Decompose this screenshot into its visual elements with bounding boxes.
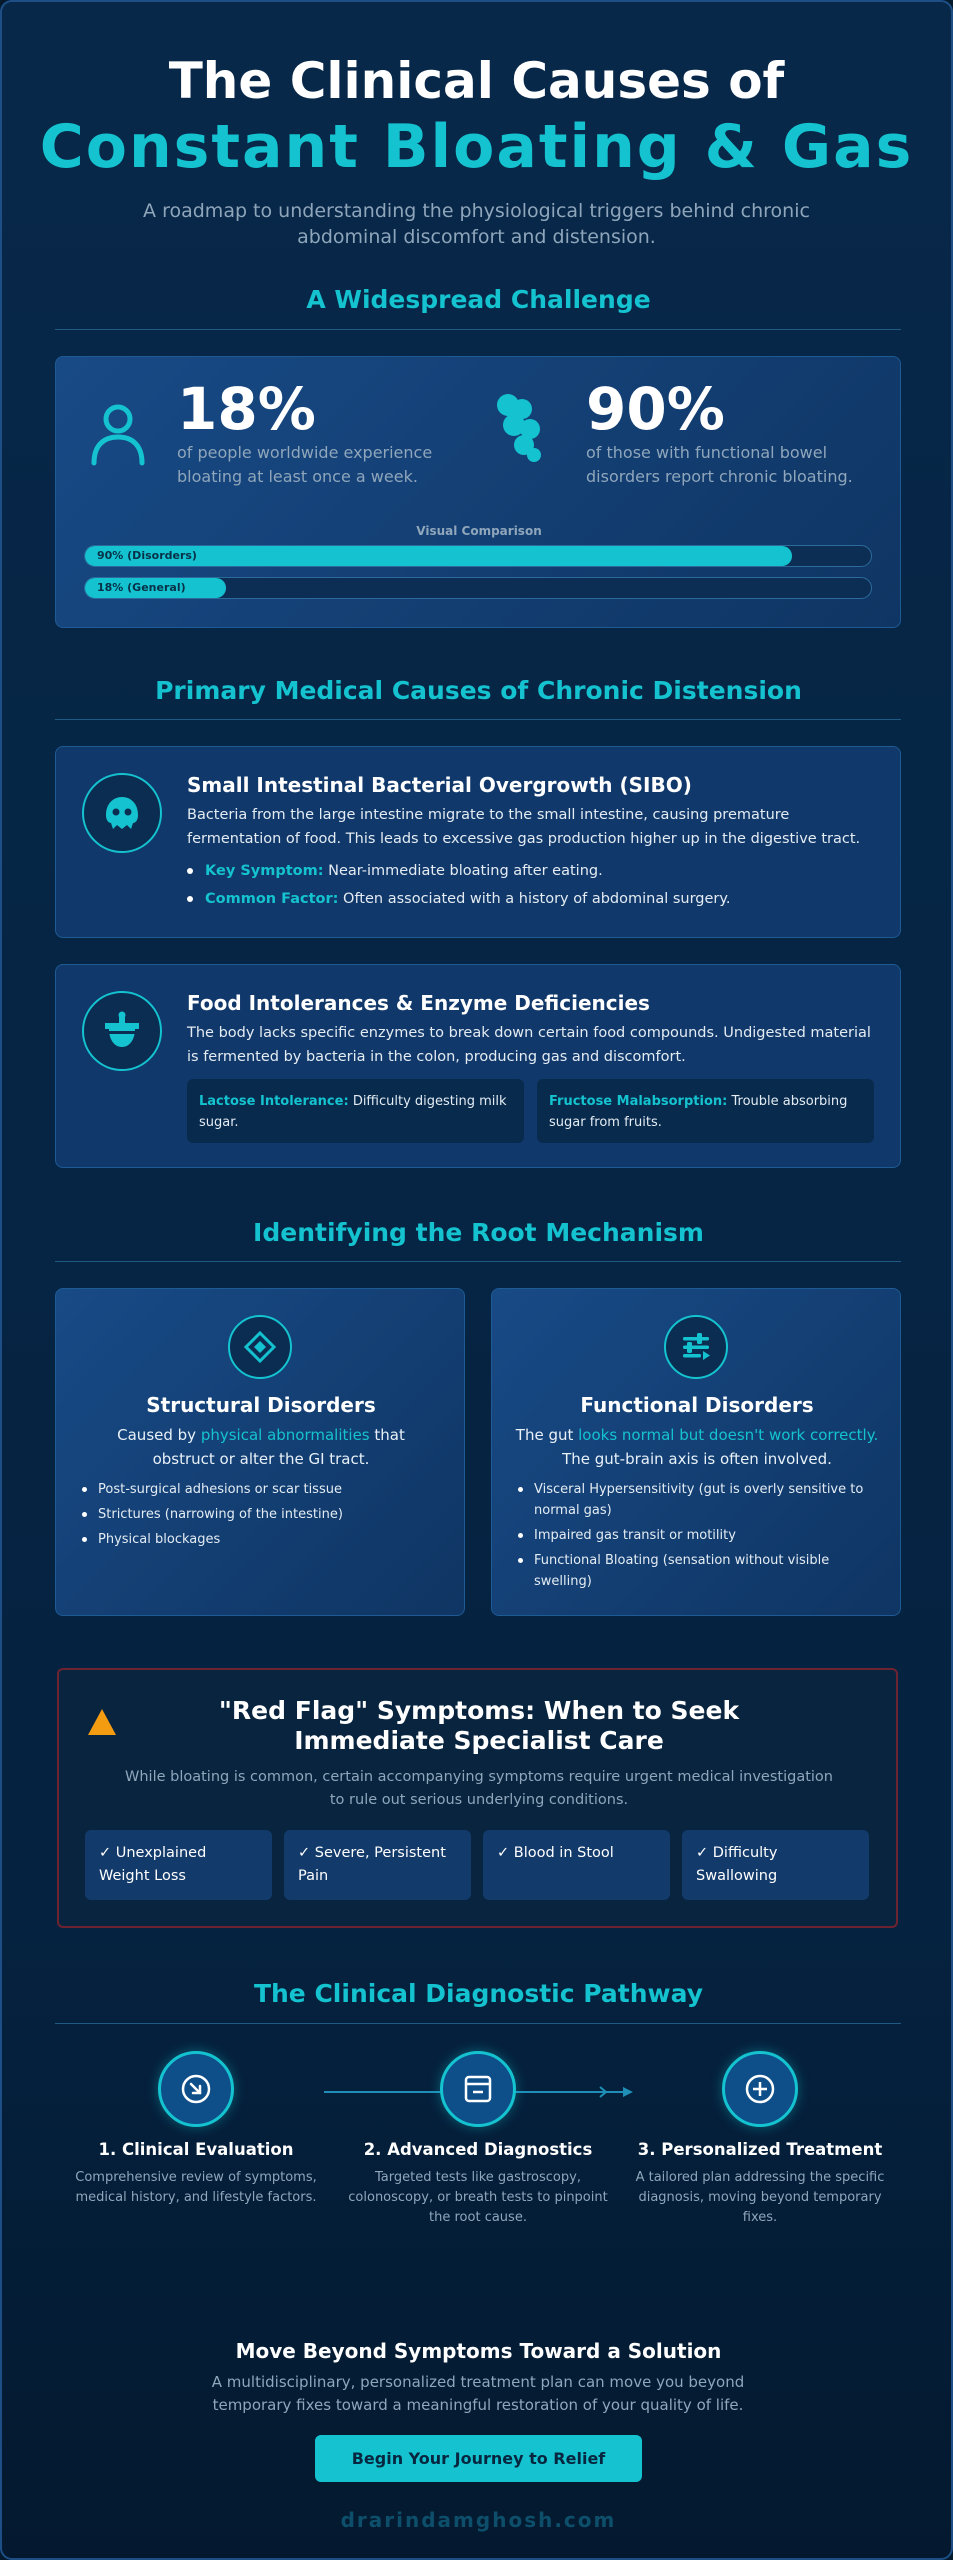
step-desc-treatment: A tailored plan addressing the specific diagnosis, moving beyond temporary fixes. xyxy=(635,2170,885,2225)
stat-desc-disorders: of those with functional bowel disorders report chronic bloating. xyxy=(586,443,853,486)
red-flag-item-pain: ✓ Severe, Persistent Pain xyxy=(284,1830,471,1900)
cause-card-intolerance xyxy=(55,964,901,1168)
test-icon xyxy=(440,2051,516,2127)
structure-icon xyxy=(228,1315,292,1379)
list-item: Physical blockages xyxy=(78,1529,448,1550)
begin-journey-button[interactable]: Begin Your Journey to Relief xyxy=(315,2435,642,2482)
sibo-bullet-key-symptom: Key Symptom: Near-immediate bloating after eating. xyxy=(187,863,603,879)
cause-title-sibo: Small Intestinal Bacterial Overgrowth (SIBO) xyxy=(187,773,692,797)
red-flag-desc: While bloating is common, certain accompanying symptoms require urgent medical investigation to rule out serious underlying conditions. xyxy=(125,1769,833,1808)
list-item: Functional Bloating (sensation without visible swelling) xyxy=(514,1550,884,1592)
red-flag-title: "Red Flag" Symptoms: When to Seek Immediate Specialist Care xyxy=(218,1696,740,1755)
red-flag-item-blood: ✓ Blood in Stool xyxy=(483,1830,670,1900)
bar-label-disorders: 90% (Disorders) xyxy=(97,549,197,562)
warning-icon xyxy=(87,1708,117,1736)
mechanism-title-functional: Functional Disorders xyxy=(580,1393,814,1417)
bar-disorders xyxy=(84,545,872,567)
divider xyxy=(55,2023,901,2024)
mechanism-card-structural xyxy=(55,1288,465,1616)
stat-desc-general: of people worldwide experience bloating at least once a week. xyxy=(177,443,433,486)
sliders-icon xyxy=(664,1315,728,1379)
list-item: Post-surgical adhesions or scar tissue xyxy=(78,1479,448,1500)
cause-desc-intolerance: The body lacks specific enzymes to break down certain food compounds. Undigested material is fermented by bacteria in the colon, producing gas and discomfort. xyxy=(187,1025,871,1065)
person-icon xyxy=(88,401,148,467)
plus-circle-icon xyxy=(722,2051,798,2127)
list-item: Strictures (narrowing of the intestine) xyxy=(78,1504,448,1525)
section-title-challenge: A Widespread Challenge xyxy=(306,285,651,314)
section-title-mechanism: Identifying the Root Mechanism xyxy=(253,1218,704,1247)
stethoscope-icon xyxy=(158,2051,234,2127)
header xyxy=(2,2,951,250)
visual-comparison-label: Visual Comparison xyxy=(416,524,542,538)
bar-label-general: 18% (General) xyxy=(97,581,186,594)
mechanism-desc-structural: Caused by physical abnormalities that obstruct or alter the GI tract. xyxy=(117,1426,405,1468)
stat-value-disorders: 90% xyxy=(586,375,725,443)
page-subtitle: A roadmap to understanding the physiological triggers behind chronic abdominal discomfort and distension. xyxy=(143,200,810,248)
cause-title-intolerance: Food Intolerances & Enzyme Deficiencies xyxy=(187,991,650,1015)
cause-desc-sibo: Bacteria from the large intestine migrate to the small intestine, causing premature fermentation of food. This leads to excessive gas production higher up in the digestive tract. xyxy=(187,807,861,847)
cta-title: Move Beyond Symptoms Toward a Solution xyxy=(235,2339,722,2363)
mechanism-title-structural: Structural Disorders xyxy=(146,1393,376,1417)
step-desc-diagnostics: Targeted tests like gastroscopy, colonoscopy, or breath tests to pinpoint the root cause. xyxy=(348,2170,608,2225)
lactose-box: Lactose Intolerance: Difficulty digesting milk sugar. xyxy=(187,1079,524,1143)
step-title-treatment: 3. Personalized Treatment xyxy=(637,2140,883,2159)
cta-desc: A multidisciplinary, personalized treatment plan can move you beyond temporary fixes toward a meaningful restoration of your quality of life. xyxy=(211,2373,745,2414)
list-item: Visceral Hypersensitivity (gut is overly sensitive to normal gas) xyxy=(514,1479,884,1521)
mechanism-card-functional xyxy=(491,1288,901,1616)
cause-card-sibo xyxy=(55,746,901,938)
bacteria-icon xyxy=(82,773,162,853)
divider xyxy=(55,1261,901,1262)
stats-card xyxy=(55,356,901,628)
section-title-pathway: The Clinical Diagnostic Pathway xyxy=(253,1979,704,2008)
page-title-line1: The Clinical Causes of xyxy=(168,52,785,110)
section-title-causes: Primary Medical Causes of Chronic Distension xyxy=(155,676,802,705)
red-flag-card xyxy=(57,1668,898,1928)
fructose-box: Fructose Malabsorption: Trouble absorbing sugar from fruits. xyxy=(537,1079,874,1143)
red-flag-item-weight-loss: ✓ Unexplained Weight Loss xyxy=(85,1830,272,1900)
step-title-evaluation: 1. Clinical Evaluation xyxy=(98,2140,294,2159)
list-item: Impaired gas transit or motility xyxy=(514,1525,884,1546)
page-title-line2: Constant Bloating & Gas xyxy=(39,112,914,182)
sibo-bullet-common-factor: Common Factor: Often associated with a history of abdominal surgery. xyxy=(187,891,731,907)
bar-general xyxy=(84,577,872,599)
red-flag-item-swallowing: ✓ Difficulty Swallowing xyxy=(682,1830,869,1900)
mechanism-desc-functional: The gut looks normal but doesn't work correctly. The gut-brain axis is often involved. xyxy=(515,1426,879,1468)
step-desc-evaluation: Comprehensive review of symptoms, medical history, and lifestyle factors. xyxy=(75,2170,317,2205)
divider xyxy=(55,719,901,720)
divider xyxy=(55,329,901,330)
structural-list xyxy=(78,1479,448,1554)
step-title-diagnostics: 2. Advanced Diagnostics xyxy=(363,2140,593,2159)
intestine-icon xyxy=(494,393,546,463)
footer-url[interactable]: drarindamghosh.com xyxy=(340,2508,617,2532)
functional-list xyxy=(514,1479,884,1596)
stat-value-general: 18% xyxy=(177,375,316,443)
stomach-icon xyxy=(82,991,162,1071)
